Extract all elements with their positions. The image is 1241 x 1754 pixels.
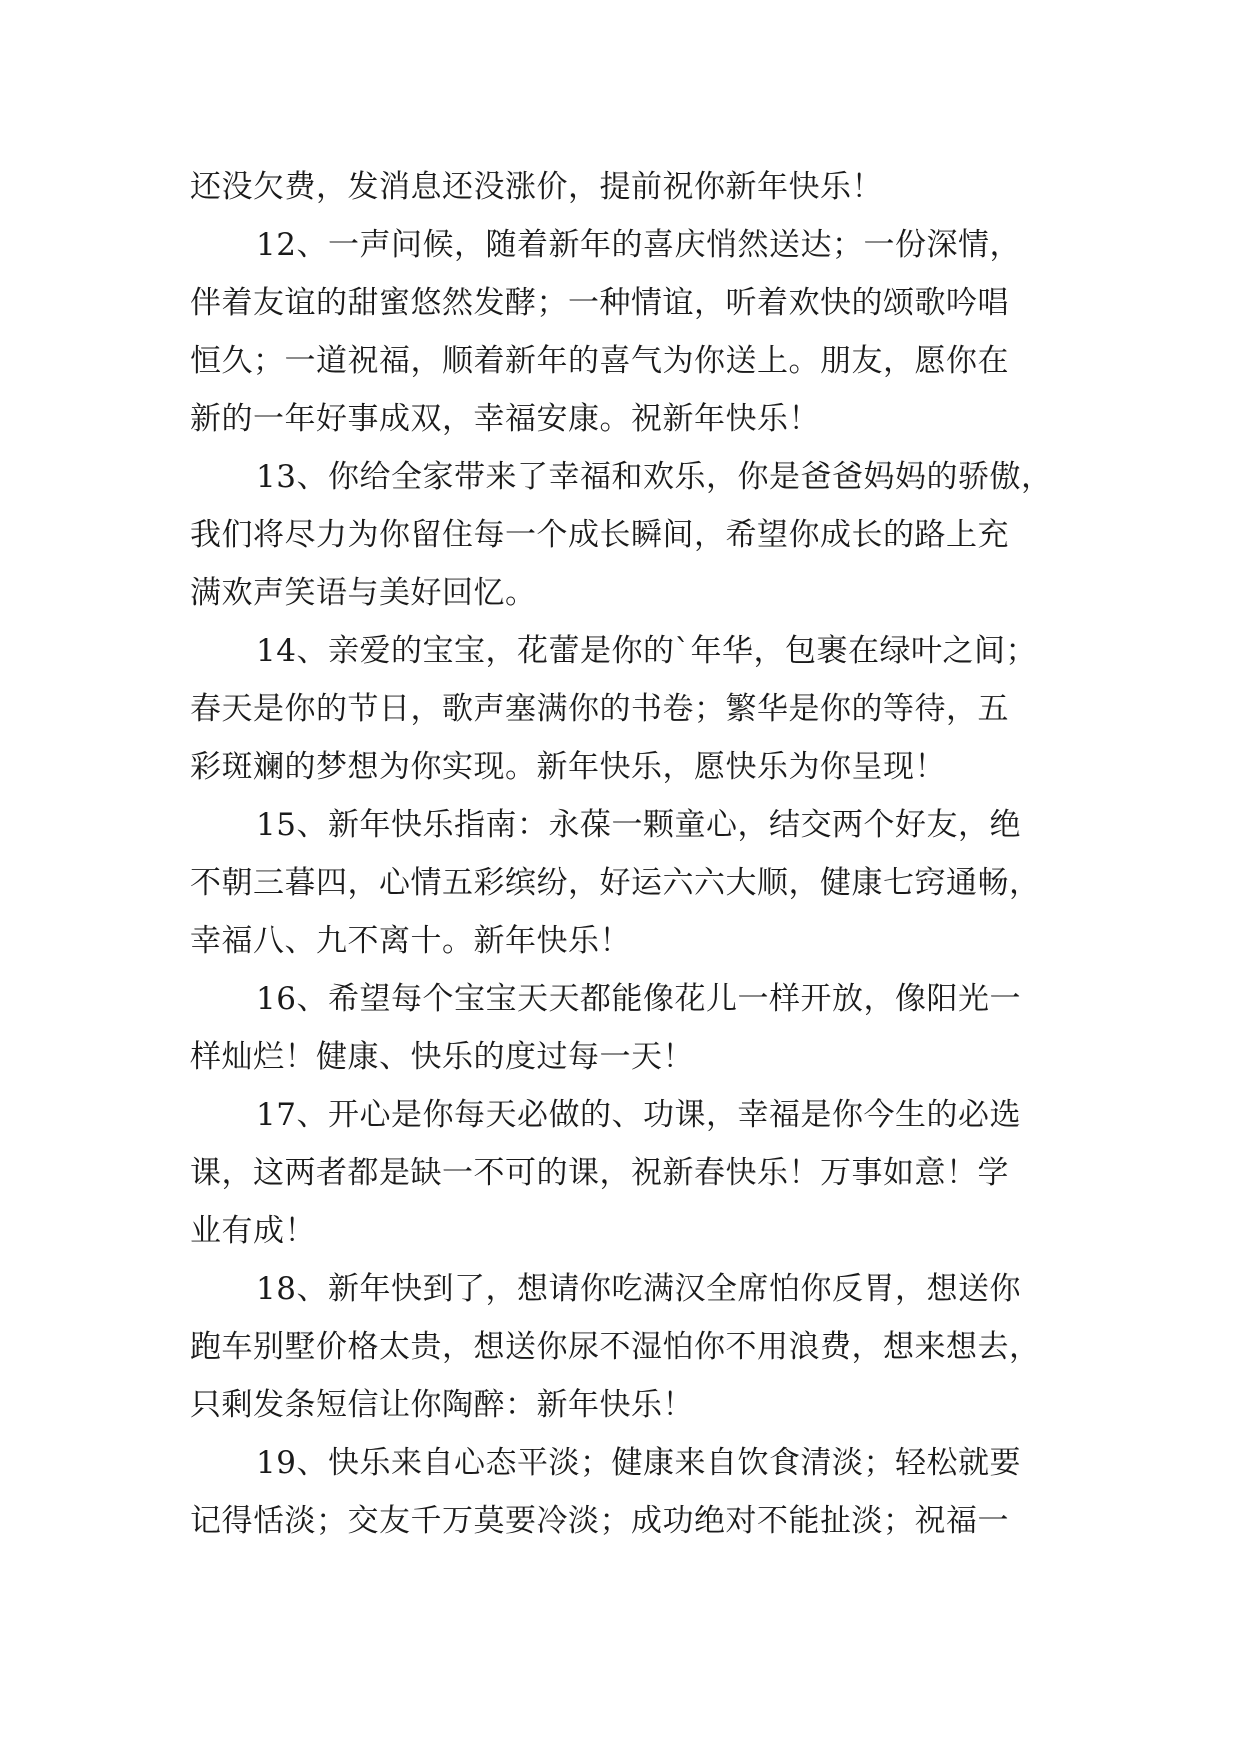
text-line: 13、你给全家带来了幸福和欢乐，你是爸爸妈妈的骄傲，: [256, 459, 1053, 495]
text-line: 恒久；一道祝福，顺着新年的喜气为你送上。朋友，愿你在: [190, 343, 1009, 379]
text-line: 14、亲爱的宝宝，花蕾是你的`年华，包裹在绿叶之间；: [256, 633, 1037, 669]
text-line: 伴着友谊的甜蜜悠然发酵；一种情谊，听着欢快的颂歌吟唱: [190, 285, 1009, 321]
text-line: 业有成！: [190, 1213, 316, 1249]
text-line: 我们将尽力为你留住每一个成长瞬间，希望你成长的路上充: [190, 517, 1009, 553]
text-line: 满欢声笑语与美好回忆。: [190, 575, 537, 611]
text-line: 跑车别墅价格太贵，想送你尿不湿怕你不用浪费，想来想去，: [190, 1329, 1041, 1365]
text-line: 不朝三暮四，心情五彩缤纷，好运六六大顺，健康七窍通畅，: [190, 865, 1041, 901]
text-line: 幸福八、九不离十。新年快乐！: [190, 923, 631, 959]
text-line: 15、新年快乐指南：永葆一颗童心，结交两个好友，绝: [256, 807, 1021, 843]
text-line: 19、快乐来自心态平淡；健康来自饮食清淡；轻松就要: [256, 1445, 1021, 1481]
text-line: 记得恬淡；交友千万莫要冷淡；成功绝对不能扯淡；祝福一: [190, 1503, 1009, 1539]
text-line: 春天是你的节日，歌声塞满你的书卷；繁华是你的等待，五: [190, 691, 1009, 727]
text-line: 彩斑斓的梦想为你实现。新年快乐，愿快乐为你呈现！: [190, 749, 946, 785]
text-line: 18、新年快到了，想请你吃满汉全席怕你反胃，想送你: [256, 1271, 1021, 1307]
text-line: 16、希望每个宝宝天天都能像花儿一样开放，像阳光一: [256, 981, 1021, 1017]
text-line: 12、一声问候，随着新年的喜庆悄然送达；一份深情，: [256, 227, 1021, 263]
text-line: 新的一年好事成双，幸福安康。祝新年快乐！: [190, 401, 820, 437]
text-line: 课，这两者都是缺一不可的课，祝新春快乐！万事如意！学: [190, 1155, 1009, 1191]
document-body: [190, 158, 1070, 1550]
text-line: 还没欠费，发消息还没涨价，提前祝你新年快乐！: [190, 169, 883, 205]
text-line: 17、开心是你每天必做的、功课，幸福是你今生的必选: [256, 1097, 1021, 1133]
text-line: 只剩发条短信让你陶醉：新年快乐！: [190, 1387, 694, 1423]
text-line: 样灿烂！健康、快乐的度过每一天！: [190, 1039, 694, 1075]
